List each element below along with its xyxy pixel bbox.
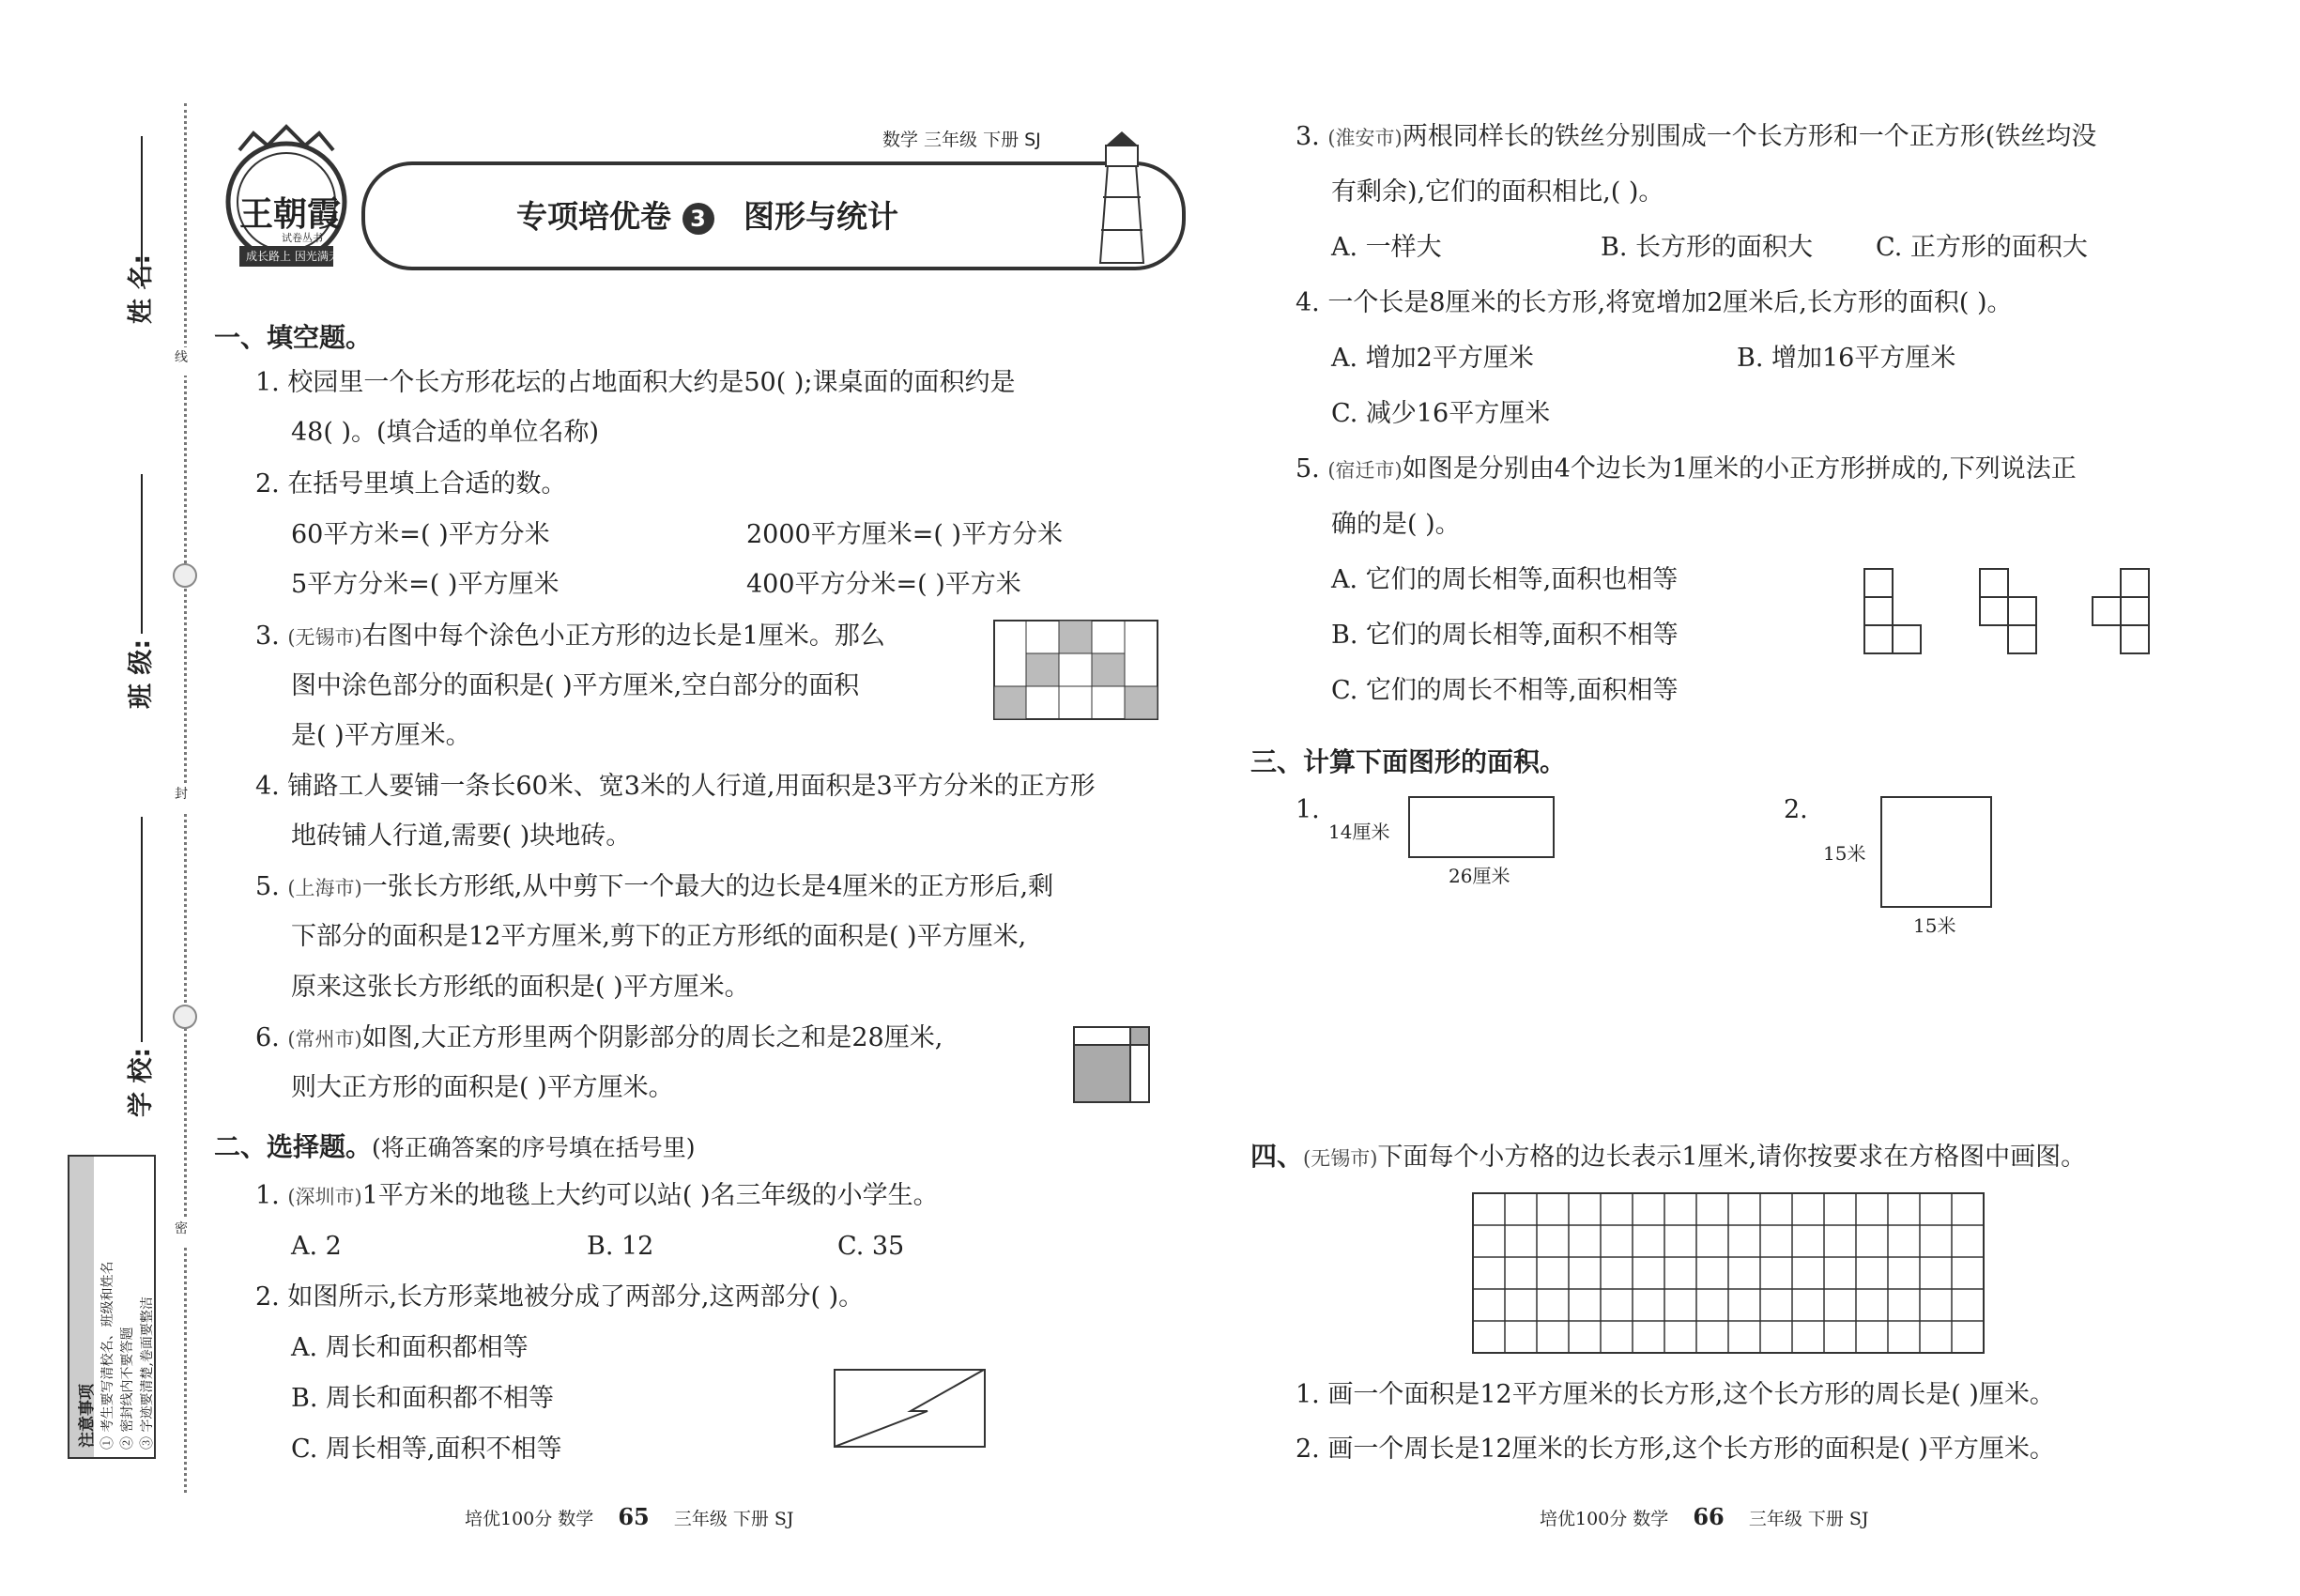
section-2-heading: 二、选择题。(将正确答案的序号填在括号里) <box>214 1131 696 1162</box>
c1-option-a: A. 2 <box>291 1232 342 1261</box>
drawing-grid[interactable] <box>1472 1192 1985 1354</box>
note-1: ① 考生要写清校名、班级和姓名 <box>100 1261 115 1450</box>
brand-small: 试卷丛书 <box>282 232 323 244</box>
notes-box <box>68 1155 156 1459</box>
r5-shape-3-figure <box>2092 568 2155 654</box>
q3-shaded-grid-figure <box>993 620 1158 721</box>
f2-width-label: 15米 <box>1913 914 1956 937</box>
q3-line3: 是( )平方厘米。 <box>291 721 471 750</box>
r3-option-a: A. 一样大 <box>1331 233 1442 262</box>
class-line <box>141 474 143 634</box>
page-number-left: 65 <box>618 1503 650 1530</box>
r3-option-c: C. 正方形的面积大 <box>1876 233 2088 262</box>
f2-number: 2. <box>1784 795 1808 824</box>
q2-c: 5平方分米=( )平方厘米 <box>291 570 560 599</box>
f1-rectangle <box>1408 796 1555 858</box>
footer-right: 培优100分 数学 66 三年级 下册 SJ <box>1540 1503 1869 1530</box>
c2-option-a: A. 周长和面积都相等 <box>291 1333 529 1362</box>
d1-line: 1. 画一个面积是12平方厘米的长方形,这个长方形的周长是( )厘米。 <box>1296 1380 2055 1409</box>
q6-line1: 6. (常州市)如图,大正方形里两个阴影部分的周长之和是28厘米, <box>255 1023 943 1052</box>
q2-a: 60平方米=( )平方分米 <box>291 520 550 549</box>
seal-char-1: 线 <box>175 347 192 376</box>
notes-title: 注意事项 <box>78 1384 97 1448</box>
r4-option-c: C. 减少16平方厘米 <box>1331 399 1551 428</box>
q5-line1: 5. (上海市)一张长方形纸,从中剪下一个最大的边长是4厘米的正方形后,剩 <box>255 872 1054 901</box>
lighthouse-icon <box>1080 127 1164 268</box>
section-3-heading: 三、计算下面图形的面积。 <box>1250 746 1567 777</box>
name-label: 姓 名: <box>127 253 156 324</box>
brand-name: 王朝霞 <box>239 194 342 234</box>
c2-field-figure <box>834 1369 986 1448</box>
d2-line: 2. 画一个周长是12厘米的长方形,这个长方形的面积是( )平方厘米。 <box>1296 1435 2055 1464</box>
r5-option-b: B. 它们的周长相等,面积不相等 <box>1331 621 1679 650</box>
c1-option-b: B. 12 <box>587 1232 654 1261</box>
seal-char-3: 密 <box>175 1219 192 1247</box>
section-1-heading: 一、填空题。 <box>214 322 373 353</box>
header-meta: 数学 三年级 下册 SJ <box>882 130 1041 150</box>
q4-line2: 地砖铺人行道,需要( )块地砖。 <box>291 821 632 851</box>
page-number-right: 66 <box>1693 1503 1725 1530</box>
binding-hole-icon <box>173 563 197 588</box>
f1-width-label: 26厘米 <box>1449 865 1510 887</box>
q1-line1: 1. 校园里一个长方形花坛的占地面积大约是50( );课桌面的面积约是 <box>255 368 1016 397</box>
school-line <box>141 817 143 1042</box>
c2-option-c: C. 周长相等,面积不相等 <box>291 1435 562 1464</box>
r5-line1: 5. (宿迁市)如图是分别由4个边长为1厘米的小正方形拼成的,下列说法正 <box>1296 454 2077 483</box>
r4-option-a: A. 增加2平方厘米 <box>1331 344 1534 373</box>
brand-slogan: 成长路上 因光满天 <box>246 250 340 263</box>
footer-left: 培优100分 数学 65 三年级 下册 SJ <box>465 1503 794 1530</box>
class-label: 班 级: <box>127 638 156 709</box>
c2-option-b: B. 周长和面积都不相等 <box>291 1384 555 1413</box>
q2-b: 2000平方厘米=( )平方分米 <box>746 520 1063 549</box>
school-label: 学 校: <box>127 1047 156 1117</box>
c1-line1: 1. (深圳市)1平方米的地毯上大约可以站( )名三年级的小学生。 <box>255 1181 939 1210</box>
f2-square <box>1880 796 1992 908</box>
q3-line2: 图中涂色部分的面积是( )平方厘米,空白部分的面积 <box>291 671 860 700</box>
c1-option-c: C. 35 <box>837 1232 905 1261</box>
q2-d: 400平方分米=( )平方米 <box>746 570 1021 599</box>
r3-line2: 有剩余),它们的面积相比,( )。 <box>1331 177 1664 207</box>
r5-option-a: A. 它们的周长相等,面积也相等 <box>1331 565 1679 594</box>
r5-shape-2-figure <box>1979 568 2043 654</box>
q6-line2: 则大正方形的面积是( )平方厘米。 <box>291 1073 674 1102</box>
r3-line1: 3. (淮安市)两根同样长的铁丝分别围成一个长方形和一个正方形(铁丝均没 <box>1296 122 2097 151</box>
q6-square-figure <box>1073 1026 1150 1103</box>
r5-option-c: C. 它们的周长不相等,面积相等 <box>1331 676 1679 705</box>
q3-line1: 3. (无锡市)右图中每个涂色小正方形的边长是1厘米。那么 <box>255 622 885 651</box>
section-4-heading: 四、(无锡市)下面每个小方格的边长表示1厘米,请你按要求在方格图中画图。 <box>1250 1141 2087 1172</box>
q1-line2: 48( )。(填合适的单位名称) <box>291 418 600 447</box>
c2-line1: 2. 如图所示,长方形菜地被分成了两部分,这两部分( )。 <box>255 1282 865 1312</box>
q4-line1: 4. 铺路工人要铺一条长60米、宽3米的人行道,用面积是3平方分米的正方形 <box>255 772 1096 801</box>
page-title: 专项培优卷 3 图形与统计 <box>516 198 898 235</box>
r5-line2: 确的是( )。 <box>1331 510 1461 539</box>
q5-line2: 下部分的面积是12平方厘米,剪下的正方形纸的面积是( )平方厘米, <box>291 922 1027 951</box>
f2-height-label: 15米 <box>1823 842 1866 865</box>
q5-line3: 原来这张长方形纸的面积是( )平方厘米。 <box>291 973 750 1002</box>
title-number-badge: 3 <box>682 203 714 235</box>
note-2: ② 密封线内不要答题 <box>120 1327 135 1450</box>
seal-char-2: 封 <box>175 784 192 812</box>
q2-line1: 2. 在括号里填上合适的数。 <box>255 469 567 499</box>
r4-option-b: B. 增加16平方厘米 <box>1737 344 1956 373</box>
f1-height-label: 14厘米 <box>1328 821 1390 843</box>
r4-line1: 4. 一个长是8厘米的长方形,将宽增加2厘米后,长方形的面积( )。 <box>1296 288 2013 317</box>
r3-option-b: B. 长方形的面积大 <box>1601 233 1814 262</box>
f1-number: 1. <box>1296 795 1320 824</box>
r5-shape-1-figure <box>1863 568 1927 654</box>
binding-hole-icon <box>173 1005 197 1029</box>
note-3: ③ 字迹要清楚,卷面要整洁 <box>140 1297 155 1450</box>
